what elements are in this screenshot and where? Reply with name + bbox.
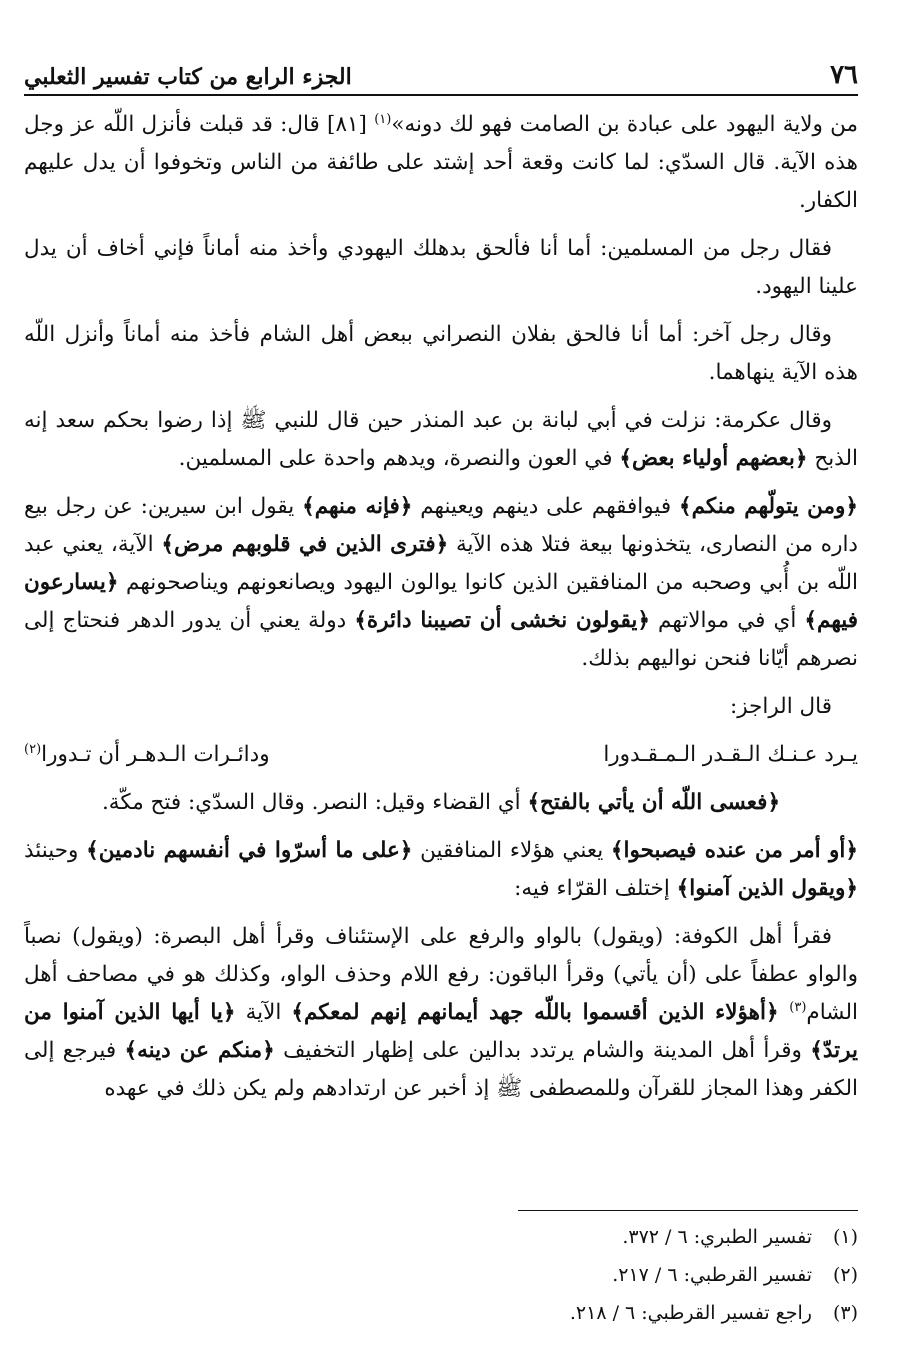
verse-hemistich-second: ودائـرات الـدهـر أن تـدورا$^{(٢)}$ (24, 741, 270, 767)
paragraph: قال الراجز: (729, 694, 832, 719)
running-title: الجزء الرابع من كتاب تفسير الثعلبي (24, 64, 352, 90)
footnote-ref: (١) (374, 111, 392, 127)
verse-hemistich-first: يـرد عـنـك الـقـدر الـمـقـدورا (603, 742, 858, 767)
quran-quote: ﴿أو أمر من عنده فيصبحوا﴾ (610, 838, 858, 863)
poetry-verse (24, 736, 858, 774)
paragraph: ﴿ومن يتولّهم منكم﴾ فيوافقهم على دينهم ويعينهم ﴿فإنه منهم﴾ يقول ابن سيرين: عن رجل بيع داره من النصارى، يتخذونها بيعة فتلا هذه الآية ﴿فترى الذين في قلوبهم مرض﴾ الآية، يعني عبد اللّه بن أُبي وصحبه من المنافقين الذين كانوا يوالون اليهود ويصانعونهم ويناصحونهم ﴿يسارعون فيهم﴾ أي في موالاتهم ﴿يقولون نخشى أن تصيبنا دائرة﴾ دولة يعني أن يدور الدهر فنحتاج إلى نصرهم أيّانا فنحن نواليهم بذلك. (24, 494, 859, 671)
paragraph: فقرأ أهل الكوفة: (ويقول) بالواو والرفع على الإستئناف وقرأ أهل البصرة: (ويقول) نصباً والواو عطفاً على (أن يأتي) وقرأ الباقون: رفع اللام وحذف الواو، وكذلك هو في مصاحف أهل الشام$^{(٣)}$ ﴿أهؤلاء الذين أقسموا باللّه جهد أيمانهم إنهم لمعكم﴾ الآية ﴿يا أيها الذين آمنوا من يرتدّ﴾ وقرأ أهل المدينة والشام يرتدد بدالين على إظهار التخفيف ﴿منكم عن دينه﴾ فيرجع إلى الكفر وهذا المجاز للقرآن وللمصطفى ﷺ إذ أخبر عن ارتدادهم ولم يكن ذلك في عهده (24, 924, 859, 1101)
quran-quote: ﴿يسارعون فيهم﴾ (24, 570, 859, 633)
footnote-ref: (٢) (24, 741, 42, 757)
footnote: (٢)تفسير القرطبي: ٦ / ٢١٧. (612, 1264, 858, 1286)
paragraph: وقال عكرمة: نزلت في أبي لبانة بن عبد المنذر حين قال للنبي ﷺ إذا رضوا بحكم سعد إنه الذبح ﴿بعضهم أولياء بعض﴾ في العون والنصرة، ويدهم واحدة على المسلمين. (24, 408, 858, 471)
quran-quote: ﴿يقولون نخشى أن تصيبنا دائرة﴾ (354, 608, 650, 633)
paragraph: ﴿فعسى اللّه أن يأتي بالفتح﴾ أي القضاء وقيل: النصر. وقال السدّي: فتح مكّة. (101, 790, 781, 815)
footnote-ref: (٣) (789, 999, 807, 1015)
quran-quote: ﴿ويقول الذين آمنوا﴾ (676, 876, 858, 901)
paragraph: وقال رجل آخر: أما أنا فالحق بفلان النصراني ببعض أهل الشام فأخذ منه أماناً وأنزل اللّه هذه الآية ينهاهما. (24, 322, 858, 385)
footnotes (24, 1218, 858, 1332)
body-text (24, 106, 858, 1118)
page-number: ٧٦ (830, 60, 858, 90)
quran-quote: ﴿فإنه منهم﴾ (302, 494, 413, 519)
page-header (24, 58, 858, 96)
paragraph: ﴿أو أمر من عنده فيصبحوا﴾ يعني هؤلاء المنافقين ﴿على ما أسرّوا في أنفسهم نادمين﴾ وحينئذ ﴿ويقول الذين آمنوا﴾ إختلف القرّاء فيه: (24, 838, 858, 901)
quran-quote: ﴿ومن يتولّهم منكم﴾ (678, 494, 859, 519)
footnote: (٣)راجع تفسير القرطبي: ٦ / ٢١٨. (569, 1302, 858, 1324)
paragraph: من ولاية اليهود على عبادة بن الصامت فهو لك دونه»$^{(١)}$ [٨١] قال: قد قبلت فأنزل اللّه عز وجل هذه الآية. قال السدّي: لما كانت وقعة أحد إشتد على طائفة من الناس وتخوفوا أن يدل عليهم الكفار. (24, 111, 858, 213)
quran-quote: ﴿فعسى اللّه أن يأتي بالفتح﴾ (527, 790, 781, 815)
paragraph: فقال رجل من المسلمين: أما أنا فألحق بدهلك اليهودي وأخذ منه أماناً فإني أخاف أن يدل علينا اليهود. (24, 236, 858, 299)
quran-quote: ﴿منكم عن دينه﴾ (124, 1038, 275, 1063)
quran-quote: ﴿فترى الذين في قلوبهم مرض﴾ (161, 532, 449, 557)
footnote: (١)تفسير الطبري: ٦ / ٣٧٢. (622, 1226, 858, 1248)
quran-quote: ﴿أهؤلاء الذين أقسموا باللّه جهد أيمانهم إنهم لمعكم﴾ (291, 1000, 790, 1025)
footnote-divider (518, 1210, 858, 1211)
quran-quote: ﴿بعضهم أولياء بعض﴾ (619, 446, 808, 471)
quran-quote: ﴿على ما أسرّوا في أنفسهم نادمين﴾ (86, 838, 413, 863)
quran-quote: ﴿يا أيها الذين آمنوا من يرتدّ﴾ (24, 1000, 859, 1063)
